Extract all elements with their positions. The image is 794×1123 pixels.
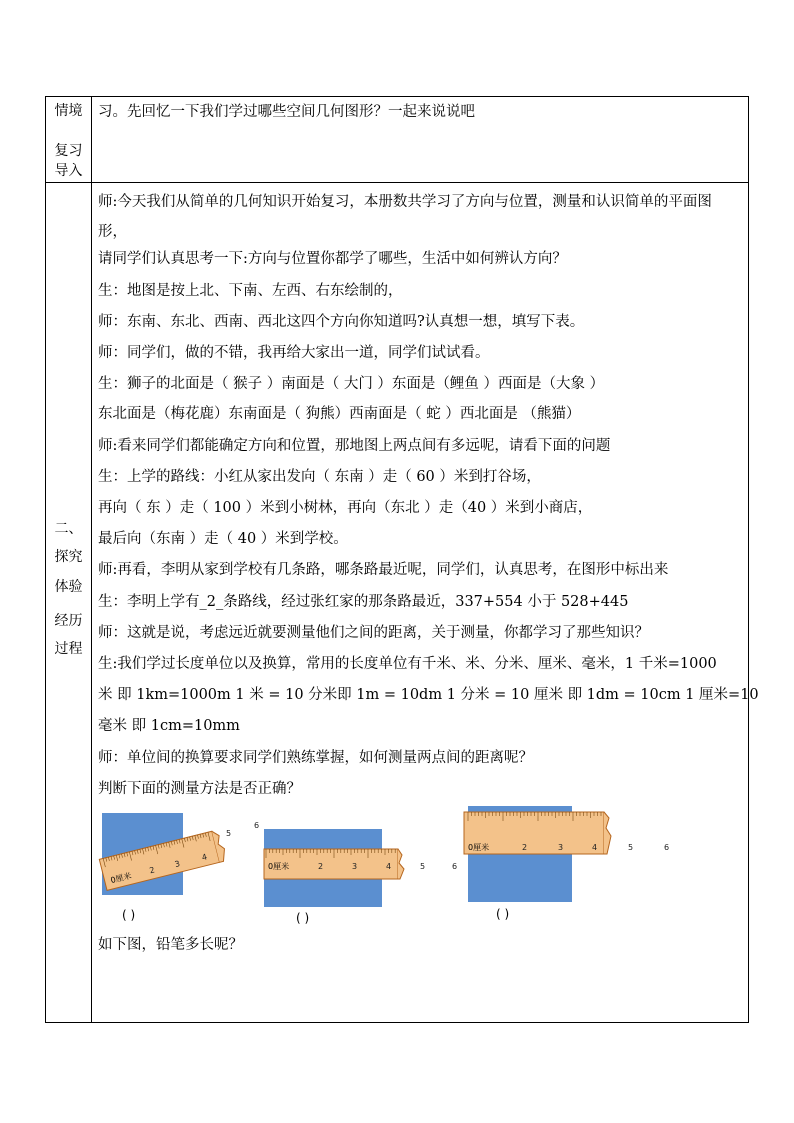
text-line-12: 师:再看，李明从家到学校有几条路，哪条路最近呢，同学们，认真思考，在图形中标出来: [98, 562, 669, 578]
text-line-9: 生：上学的路线：小红从家出发向（ 东南 ）走（ 60 ）米到打谷场，: [98, 469, 541, 485]
text-line-15: 生:我们学过长度单位以及换算，常用的长度单位有千米、米、分米、厘米、毫米，1 千米=1000: [98, 656, 717, 672]
row-divider: [46, 182, 748, 183]
tick-label: 5: [628, 843, 634, 852]
row2-label-5: 过程: [54, 641, 83, 657]
tick-label: 6: [452, 862, 458, 871]
tick-label: 4: [386, 862, 392, 871]
text-line-14: 师：这就是说，考虑远近就要测量他们之间的距离，关于测量，你都学习了那些知识？: [98, 625, 649, 641]
tick-label: 6: [664, 843, 670, 852]
tick-label: 3: [173, 859, 181, 870]
text-line-6: 生：狮子的北面是（ 猴子 ）南面是（ 大门 ）东面是（鲤鱼 ）西面是（大象 ）: [98, 376, 605, 392]
text-line-10: 再向（ 东 ）走（ 100 ）米到小树林，再向（东北 ）走（40 ）米到小商店，: [98, 500, 593, 516]
tick-label: 5: [420, 862, 426, 871]
row2-label-2: 探究: [54, 549, 83, 565]
row1-label-1: 情境: [54, 103, 83, 119]
text-line-5: 师：同学们，做的不错，我再给大家出一道，同学们试试看。: [98, 345, 490, 361]
text-line-17: 毫米 即 1cm=10mm: [98, 718, 240, 734]
tick-label: 2: [522, 843, 528, 852]
text-line-4: 师：东南、东北、西南、西北这四个方向你知道吗?认真想一想，填写下表。: [98, 314, 585, 330]
text-line-13: 生：李明上学有_2_条路线，经过张红家的那条路最近，337+554 小于 528+445: [98, 594, 629, 610]
answer-bracket-3[interactable]: ( ): [496, 907, 510, 921]
text-line-2: 请同学们认真思考一下:方向与位置你都学了哪些，生活中如何辨认方向？: [98, 251, 567, 267]
text-line-1: 师:今天我们从简单的几何知识开始复习，本册数共学习了方向与位置，测量和认识简单的平面图形，: [98, 194, 712, 240]
row2-label-3: 体验: [54, 579, 83, 595]
column-divider: [91, 97, 92, 1022]
tick-label: 6: [254, 821, 260, 830]
text-line-7: 东北面是（梅花鹿）东南面是（ 狗熊）西南面是（ 蛇 ）西北面是 （熊猫）: [98, 406, 581, 422]
row2-label-1: 二、: [54, 521, 83, 537]
ruler-figure-1: [98, 805, 248, 900]
row2-label-4: 经历: [54, 613, 83, 629]
answer-bracket-2[interactable]: ( ): [296, 911, 310, 925]
row1-text: 习。先回忆一下我们学过哪些空间几何图形？一起来说说吧: [98, 104, 475, 120]
text-line-3: 生：地图是按上北、下南、左西、右东绘制的，: [98, 283, 403, 299]
tick-label: 2: [318, 862, 324, 871]
ruler-unit-label-2: 0厘米: [268, 862, 290, 871]
text-line-18: 师：单位间的换算要求同学们熟练掌握，如何测量两点间的距离呢？: [98, 750, 533, 766]
row1-label-3: 导入: [54, 163, 83, 179]
ruler-figure-3: [460, 800, 680, 905]
text-line-11: 最后向（东南 ）走（ 40 ）米到学校。: [98, 531, 348, 547]
ruler-unit-label-3: 0厘米: [468, 843, 490, 852]
text-line-19: 判断下面的测量方法是否正确？: [98, 781, 301, 797]
tick-label: 5: [226, 829, 232, 838]
tick-label: 2: [148, 865, 156, 876]
text-line-16: 米 即 1km=1000m 1 米 = 10 分米即 1m = 10dm 1 分米 = 10 厘米 即 1dm = 10cm 1 厘米=10: [98, 687, 759, 703]
ruler-unit-label-1: 0厘米: [109, 871, 133, 886]
tick-label: 3: [352, 862, 358, 871]
tick-label: 3: [558, 843, 564, 852]
tick-label: 4: [592, 843, 598, 852]
answer-bracket-1[interactable]: ( ): [122, 908, 136, 922]
ruler-figure-2: [250, 815, 465, 910]
text-line-8: 师:看来同学们都能确定方向和位置，那地图上两点间有多远呢，请看下面的问题: [98, 438, 611, 454]
row1-label-2: 复习: [54, 143, 83, 159]
text-line-20: 如下图，铅笔多长呢？: [98, 937, 243, 953]
tick-label: 4: [200, 852, 209, 863]
